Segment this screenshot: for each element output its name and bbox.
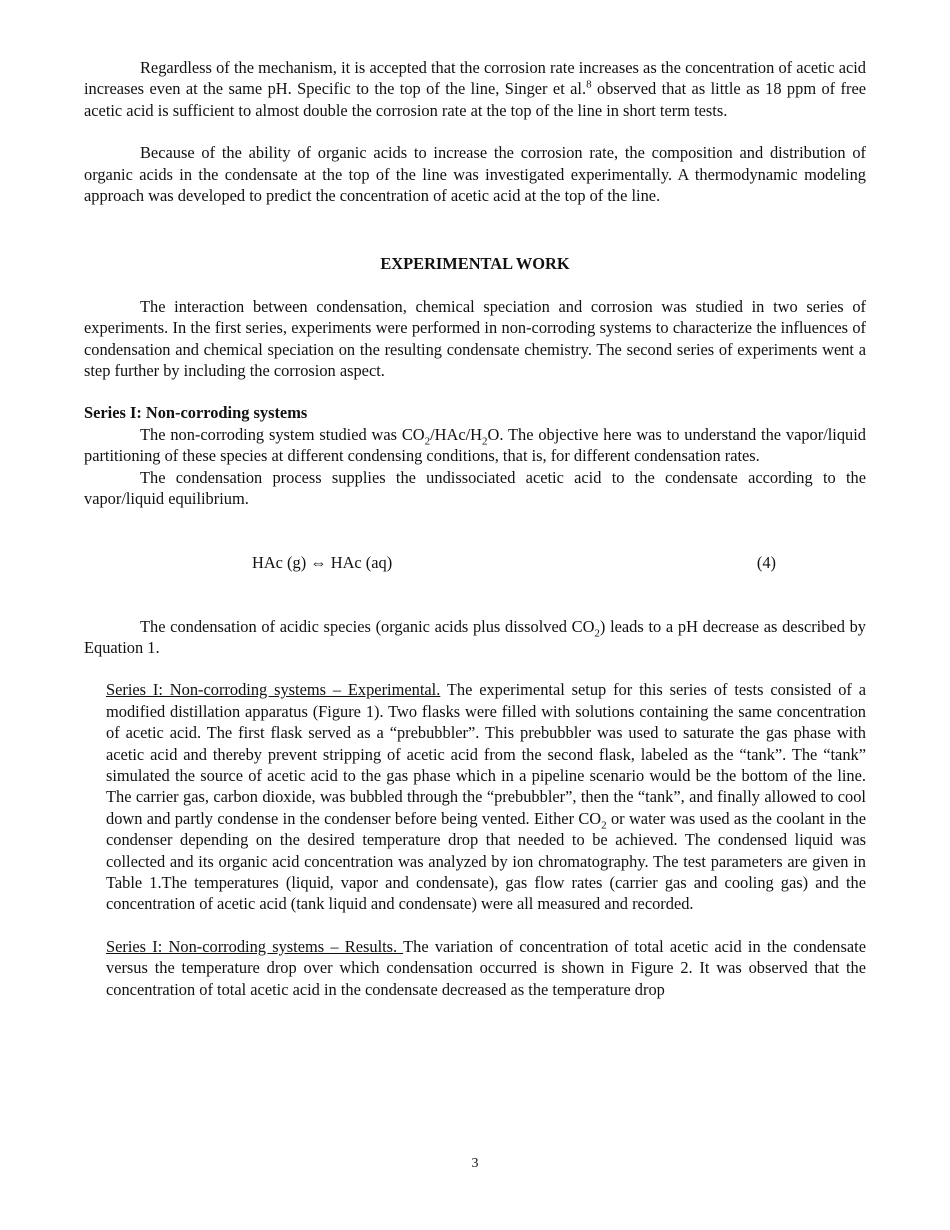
paragraph-organic-acids: Because of the ability of organic acids to increase the corrosion rate, the composition and distribution of organic acids in the condensate at the top of the line was investigated experimentally. A thermodynamic modeling approach was developed to predict the concentration of acetic acid at the top of the line. (84, 143, 866, 206)
paragraph-non-corroding-system (84, 424, 866, 467)
paragraph-text: ) leads to a pH decrease as described by Equation 1. (84, 616, 866, 657)
equation-text: HAc (g) ⇔ HAc (aq) (252, 552, 393, 572)
paragraph-text: The experimental setup for this series of tests consisted of a modified distillation apparatus (Figure 1). Two flasks were filled with solutions containing the same concentration of acetic acid. The first flask served as a “prebubbler”. This prebubbler was used to saturate the gas phase with acetic acid and thereby prevent stripping of acetic acid from the second flask, labeled as the “tank”. The “tank” simulated the source of acetic acid to the gas phase which in a pipeline scenario would be the bottom of the line. The carrier gas, carbon dioxide, was bubbled through the “prebubbler”, then the “tank”, and finally allowed to cool down and partly condense in the condenser before being vented. Either CO (106, 680, 866, 828)
paragraph-text: The variation of concentration of total acetic acid in the condensate versus the temperature drop over which condensation occurred is shown in Figure 2. It was observed that the concentration of total acetic acid in the condensate decreased as the temperature drop (106, 936, 866, 999)
equation-number: (4) (756, 552, 776, 572)
paragraph-corrosion-rate (84, 57, 866, 121)
paragraph-text: observed that as little as 18 ppm of free acetic acid is sufficient to almost double the corrosion rate at the top of the line in short term tests. (84, 79, 866, 120)
paragraph-run-in-heading: Series I: Non-corroding systems – Experimental. (106, 680, 441, 700)
paragraph-acidic-species (84, 616, 866, 659)
paragraph-experimental (84, 679, 866, 914)
reference-superscript: 8 (586, 78, 592, 91)
paragraph-text: /HAc/H (430, 424, 483, 444)
subscript: 2 (601, 819, 607, 832)
page-number: 3 (471, 1156, 479, 1171)
paragraph-run-in-heading: Series I: Non-corroding systems – Results. (106, 936, 404, 956)
paragraph-condensation-process: The condensation process supplies the undissociated acetic acid to the condensate according to the vapor/liquid equilibrium. (84, 467, 866, 509)
paragraph-text: The non-corroding system studied was CO (140, 424, 425, 444)
page-body (84, 57, 866, 1000)
subsection-heading: Series I: Non-corroding systems (84, 403, 308, 423)
subscript: 2 (594, 626, 600, 639)
subscript: 2 (424, 435, 431, 448)
paragraph-text: O. The objective here was to understand the vapor/liquid partitioning of these species at different condensing conditions, that is, for different condensation rates. (84, 424, 867, 466)
paragraph-interaction: The interaction between condensation, chemical speciation and corrosion was studied in two series of experiments. In the first series, experiments were performed in non-corroding systems to characterize the influences of condensation and chemical speciation on the resulting condensate chemistry. The second series of experiments went a step further by including the corrosion aspect. (84, 296, 866, 381)
section-heading: EXPERIMENTAL WORK (380, 254, 570, 274)
paragraph-text: Regardless of the mechanism, it is accepted that the corrosion rate increases as the concentration of acetic acid increases even at the same pH. Specific to the top of the line, Singer et al. (84, 58, 866, 99)
paragraph-text: or water was used as the coolant in the condenser depending on the desired temperature drop that needed to be achieved. The condensed liquid was collected and its organic acid concentration was analyzed by ion chromatography. The test parameters are given in Table 1.The temperatures (liquid, vapor and condensate), gas flow rates (carrier gas and cooling gas) and the concentration of acetic acid (tank liquid and condensate) were all measured and recorded. (106, 808, 866, 914)
equation-4 (84, 552, 866, 574)
paragraph-text: The condensation of acidic species (organic acids plus dissolved CO (140, 616, 595, 636)
subscript: 2 (482, 435, 488, 448)
paragraph-results (84, 936, 866, 1000)
